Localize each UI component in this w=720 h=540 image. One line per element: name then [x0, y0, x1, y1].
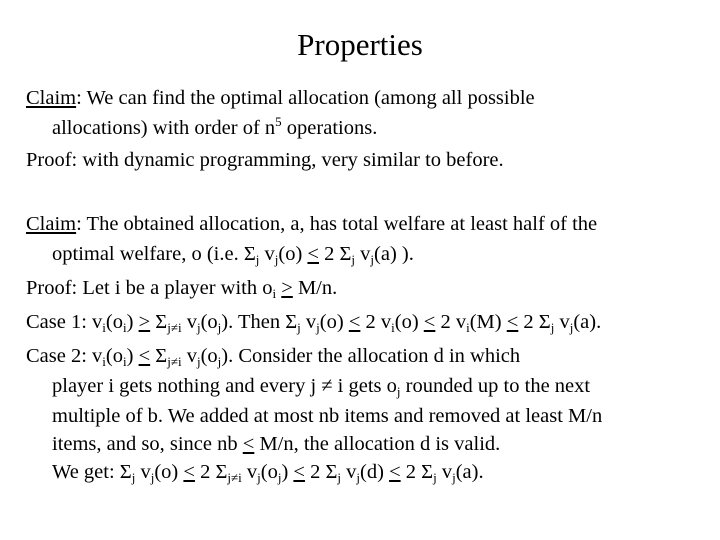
subscript: i [123, 320, 127, 335]
text-segment: v [181, 311, 197, 333]
subscript: j [316, 320, 320, 335]
subscript: j [396, 384, 401, 399]
text-segment: (o [200, 311, 218, 333]
text-segment: player i gets nothing and every j ≠ i gets o [52, 375, 397, 397]
claim-2-text: : The obtained allocation, a, has total welfare at least half of the [76, 213, 598, 235]
subscript: j [255, 252, 260, 267]
subscript: j≠i [167, 320, 182, 335]
claim-2-line-1 [26, 212, 597, 236]
text-segment: optimal welfare, o (i.e. Σ [52, 243, 256, 265]
claim-1-line-1 [26, 86, 535, 110]
leq-symbol: < [389, 461, 401, 483]
subscript: j [351, 252, 356, 267]
leq-symbol: < [183, 461, 195, 483]
text-segment: v [341, 461, 357, 483]
case-2-conclusion [52, 460, 484, 484]
subscript: j [569, 320, 574, 335]
text-segment: 2 Σ [400, 461, 434, 483]
text-segment: ). Then Σ [221, 311, 298, 333]
text-segment: M/n. [292, 277, 338, 299]
subscript: j [277, 470, 282, 485]
text-segment: (o [260, 461, 278, 483]
text-segment: ) [281, 461, 294, 483]
text-segment: 2 v [435, 311, 467, 333]
subscript: j [297, 320, 301, 335]
text-segment: (M) [469, 311, 507, 333]
subscript: j [433, 470, 437, 485]
geq-symbol: > [281, 277, 293, 299]
text-segment: ) [126, 311, 139, 333]
subscript: j [150, 470, 155, 485]
text-segment: v [259, 243, 275, 265]
proof-2 [26, 276, 337, 300]
text-segment: v [181, 345, 197, 367]
subscript: j [337, 470, 342, 485]
subscript: j [217, 320, 222, 335]
leq-symbol: < [307, 243, 319, 265]
geq-symbol: > [138, 311, 151, 333]
text-segment: (o [105, 345, 123, 367]
leq-symbol: < [293, 461, 305, 483]
subscript: i [102, 354, 106, 369]
text-segment: Case 1: v [26, 311, 103, 333]
slide-title: Properties [297, 27, 423, 62]
text-segment: (a). [573, 311, 602, 333]
exponent: 5 [275, 114, 282, 129]
text-segment: v [554, 311, 570, 333]
case-2-line-4 [52, 432, 500, 456]
text-segment: 2 Σ [518, 311, 551, 333]
text-segment: (o [105, 311, 123, 333]
subscript: j [274, 252, 279, 267]
subscript: i [391, 320, 395, 335]
text-segment: 2 v [360, 311, 392, 333]
subscript: j [196, 320, 201, 335]
text-segment: 2 Σ [194, 461, 228, 483]
text-segment: 2 Σ [304, 461, 338, 483]
text-segment: (o [200, 345, 218, 367]
text-segment: v [355, 243, 371, 265]
text-segment: Σ [150, 345, 168, 367]
subscript: i [272, 286, 277, 301]
claim-2-label: Claim [26, 213, 77, 235]
leq-symbol: < [138, 345, 151, 367]
text-segment: rounded up to the next [400, 375, 591, 397]
claim-1-text-2a: allocations) with order of n [52, 117, 276, 139]
text-segment: (o) [154, 461, 184, 483]
text-segment: (a) ). [374, 243, 414, 265]
text-segment: (a). [455, 461, 484, 483]
text-segment: v [436, 461, 453, 483]
claim-1-text-2b: operations. [281, 117, 378, 139]
proof-1: Proof: with dynamic programming, very similar to before. [26, 149, 504, 171]
subscript: j [257, 470, 261, 485]
subscript: j [452, 470, 456, 485]
subscript: j [196, 354, 201, 369]
subscript: i [102, 320, 106, 335]
subscript: i [466, 320, 470, 335]
case-2-line-2 [52, 374, 590, 398]
leq-symbol: < [348, 311, 361, 333]
subscript: i [123, 354, 127, 369]
claim-1-label: Claim [26, 87, 77, 109]
text-segment: M/n, the allocation d is valid. [254, 433, 501, 455]
claim-1-line-2 [52, 116, 377, 140]
text-segment: Proof: Let i be a player with o [26, 277, 273, 299]
text-segment: ) [126, 345, 139, 367]
leq-symbol: < [506, 311, 519, 333]
subscript: j≠i [167, 354, 182, 369]
subscript: j [131, 470, 136, 485]
claim-1-text: : We can find the optimal allocation (among all possible [76, 87, 535, 109]
text-segment: (o) [278, 243, 308, 265]
text-segment: (o) [394, 311, 424, 333]
text-segment: Σ [150, 311, 168, 333]
subscript: j [217, 354, 222, 369]
text-segment: We get: Σ [52, 461, 132, 483]
text-segment: v [135, 461, 151, 483]
text-segment: v [241, 461, 258, 483]
case-2-line-3: multiple of b. We added at most nb items and removed at least M/n [52, 405, 603, 427]
leq-symbol: < [423, 311, 436, 333]
leq-symbol: < [242, 433, 255, 455]
subscript: j [356, 470, 361, 485]
subscript: j [370, 252, 375, 267]
text-segment: (d) [360, 461, 390, 483]
subscript: j≠i [227, 470, 242, 485]
case-1 [26, 310, 601, 334]
text-segment: 2 Σ [318, 243, 352, 265]
text-segment: ). Consider the allocation d in which [221, 345, 521, 367]
claim-2-line-2 [52, 242, 414, 266]
subscript: j [550, 320, 555, 335]
text-segment: items, and so, since nb [52, 433, 243, 455]
text-segment: v [300, 311, 317, 333]
text-segment: (o) [319, 311, 349, 333]
text-segment: Case 2: v [26, 345, 103, 367]
case-2 [26, 344, 520, 368]
